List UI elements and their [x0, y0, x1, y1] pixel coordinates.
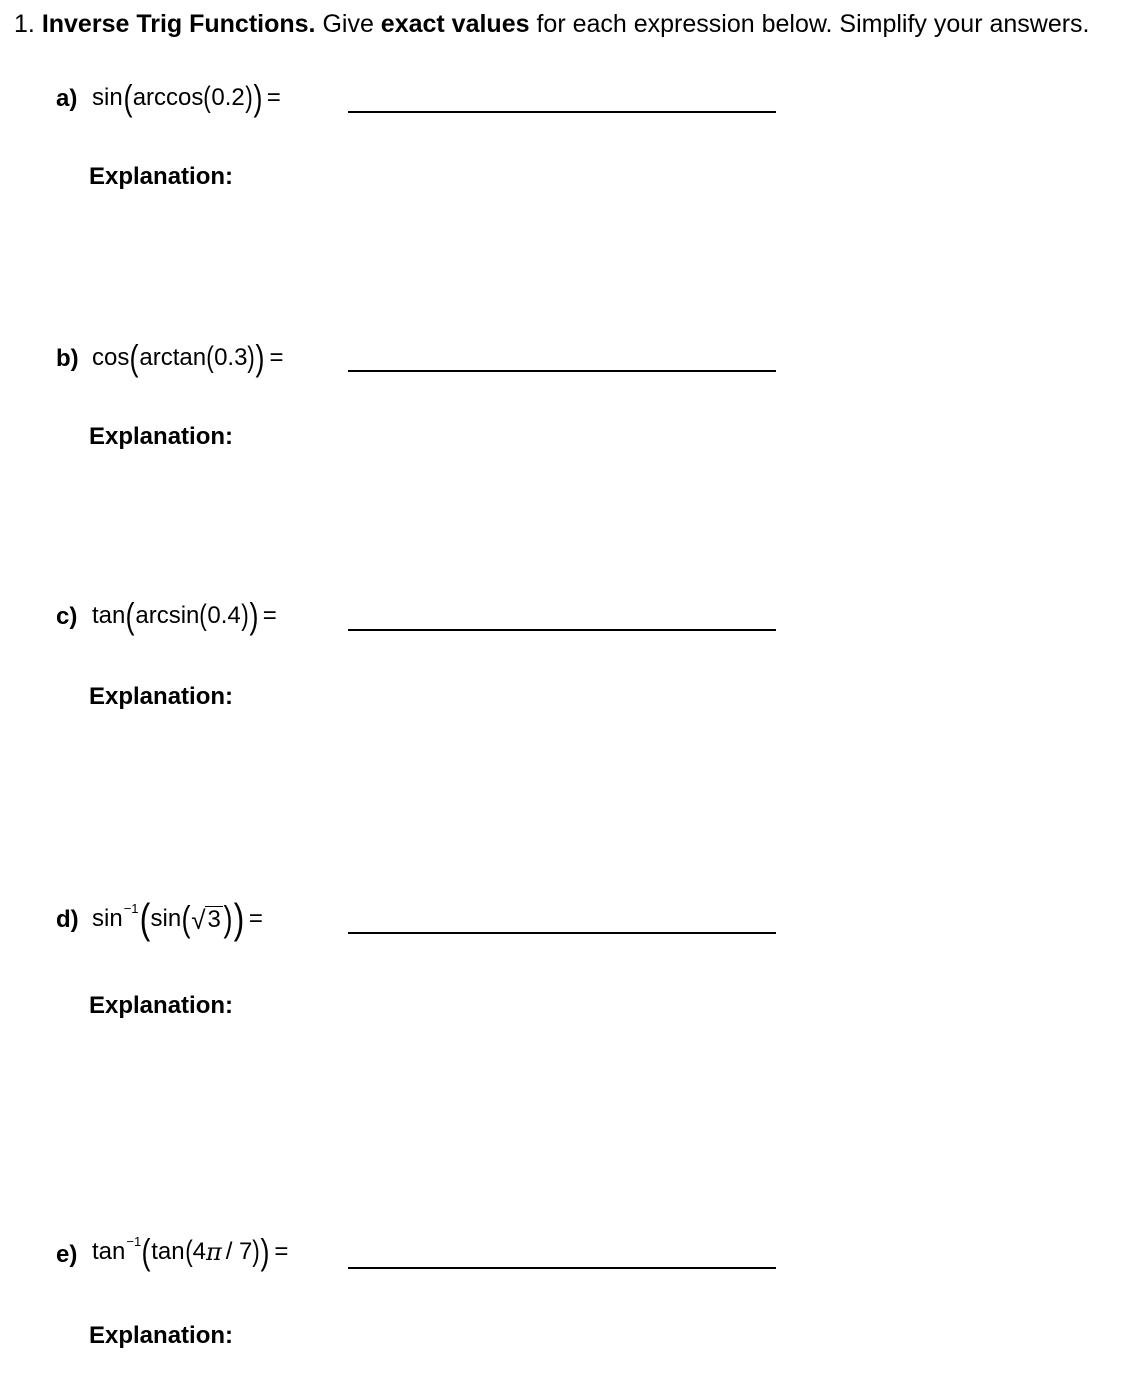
inner-function: sin — [150, 905, 182, 932]
outer-function: tan — [92, 1238, 126, 1265]
problem-c — [56, 595, 816, 658]
outer-function: sin — [92, 905, 123, 932]
problem-label: b) — [56, 345, 79, 372]
problem-label: e) — [56, 1241, 78, 1268]
paren-close: ) — [241, 599, 249, 632]
equals-sign: = — [269, 344, 284, 371]
outer-function: cos — [92, 344, 130, 371]
paren-open: ( — [139, 895, 150, 942]
inner-function: tan — [151, 1238, 185, 1265]
paren-open: ( — [206, 341, 214, 374]
explanation-label-c: Explanation: — [89, 683, 234, 710]
instruction-text-2: for each expression below. Simplify your answers. — [536, 10, 1090, 38]
problem-label: c) — [56, 603, 78, 630]
problem-label: d) — [56, 906, 79, 933]
math-expression — [92, 77, 281, 118]
paren-close: ) — [255, 337, 265, 378]
equals-sign: = — [266, 84, 281, 111]
paren-close: ) — [223, 898, 233, 939]
problem-d — [56, 895, 816, 958]
paren-close: ) — [252, 1235, 261, 1268]
math-expression — [92, 337, 284, 378]
problem-b — [56, 337, 816, 400]
argument-coefficient: 4 — [192, 1238, 206, 1265]
argument: 0.4 — [207, 602, 241, 629]
paren-close: ) — [253, 77, 263, 118]
paren-close: ) — [249, 595, 259, 636]
question-header — [14, 8, 1090, 40]
radicand: 3 — [207, 905, 221, 933]
instruction-text-1: Give — [322, 10, 374, 38]
problem-a — [56, 77, 816, 140]
inner-function: arctan — [139, 344, 207, 371]
paren-close: ) — [247, 341, 256, 374]
outer-function: sin — [92, 84, 123, 111]
argument: 0.2 — [211, 84, 245, 111]
paren-open: ( — [199, 599, 208, 632]
explanation-label-b: Explanation: — [89, 423, 234, 450]
inner-function: arcsin — [135, 602, 200, 629]
answer-blank[interactable] — [348, 932, 776, 934]
radical-sign: √ — [191, 904, 206, 935]
paren-close: ) — [260, 1231, 270, 1272]
answer-blank[interactable] — [348, 111, 776, 113]
square-root — [191, 906, 223, 933]
equals-sign: = — [248, 905, 263, 932]
math-expression — [92, 895, 263, 942]
problem-label: a) — [56, 85, 78, 112]
answer-blank[interactable] — [348, 370, 776, 372]
math-expression — [92, 1231, 289, 1272]
paren-open: ( — [123, 77, 133, 118]
equals-sign: = — [262, 602, 277, 629]
pi-symbol: π — [205, 1238, 222, 1266]
instruction-emphasis: exact values — [380, 10, 530, 38]
argument-divisor: / 7 — [225, 1238, 253, 1265]
math-expression — [92, 595, 277, 636]
paren-open: ( — [181, 898, 191, 939]
question-title: Inverse Trig Functions. — [41, 10, 316, 38]
paren-close: ) — [233, 895, 245, 942]
paren-open: ( — [141, 1231, 151, 1272]
explanation-label-a: Explanation: — [89, 163, 234, 190]
paren-open: ( — [129, 337, 139, 378]
paren-open: ( — [125, 595, 135, 636]
answer-blank[interactable] — [348, 1267, 776, 1269]
explanation-label-e: Explanation: — [89, 1322, 234, 1349]
inverse-superscript: −1 — [123, 900, 139, 916]
paren-open: ( — [203, 81, 212, 114]
paren-open: ( — [184, 1235, 193, 1268]
paren-close: ) — [245, 81, 253, 114]
inner-function: arccos — [132, 84, 204, 111]
problem-e — [56, 1231, 816, 1294]
equals-sign: = — [274, 1238, 289, 1265]
argument: 0.3 — [214, 344, 248, 371]
explanation-label-d: Explanation: — [89, 992, 234, 1019]
question-number: 1. — [14, 10, 35, 38]
outer-function: tan — [92, 602, 126, 629]
inverse-superscript: −1 — [126, 1233, 142, 1249]
answer-blank[interactable] — [348, 629, 776, 631]
